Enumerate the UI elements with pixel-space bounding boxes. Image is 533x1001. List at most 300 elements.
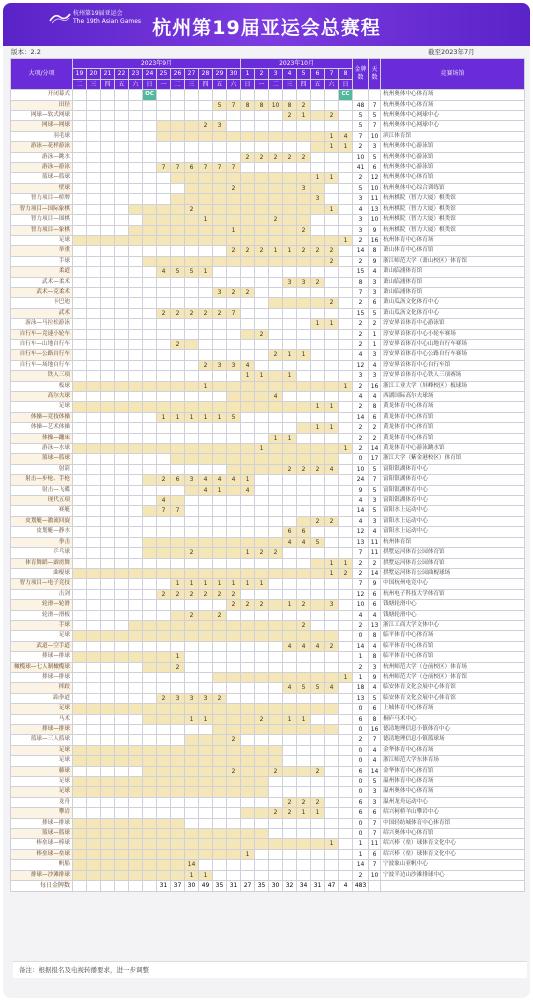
schedule-cell	[157, 849, 171, 859]
schedule-cell	[73, 683, 87, 693]
day-count: 16	[369, 381, 381, 391]
schedule-cell: 2	[339, 568, 353, 578]
schedule-cell	[269, 662, 283, 672]
schedule-cell	[157, 350, 171, 360]
table-row	[11, 246, 525, 256]
schedule-cell	[213, 235, 227, 245]
schedule-cell	[115, 131, 129, 141]
schedule-cell	[227, 641, 241, 651]
schedule-cell	[101, 662, 115, 672]
schedule-cell	[227, 267, 241, 277]
schedule-cell	[101, 235, 115, 245]
day-count: 3	[369, 371, 381, 381]
venue-name: 上城体育中心体育场	[381, 704, 525, 714]
schedule-cell	[311, 329, 325, 339]
schedule-cell: 3	[311, 194, 325, 204]
schedule-cell	[213, 433, 227, 443]
weekday-header: 四	[199, 79, 213, 89]
schedule-cell	[311, 756, 325, 766]
schedule-cell	[87, 111, 101, 121]
table-row	[11, 464, 525, 474]
schedule-cell	[129, 787, 143, 797]
schedule-cell	[143, 152, 157, 162]
table-row	[11, 662, 525, 672]
schedule-cell	[129, 818, 143, 828]
schedule-cell	[213, 381, 227, 391]
venue-name: 萧山临浦体育馆	[381, 267, 525, 277]
schedule-cell	[199, 672, 213, 682]
schedule-cell	[199, 100, 213, 110]
schedule-cell	[199, 444, 213, 454]
schedule-cell	[157, 173, 171, 183]
schedule-cell: 3	[171, 693, 185, 703]
schedule-cell	[213, 464, 227, 474]
schedule-cell	[311, 672, 325, 682]
day-count: 14	[369, 766, 381, 776]
schedule-cell	[129, 444, 143, 454]
schedule-cell	[87, 423, 101, 433]
schedule-cell	[241, 787, 255, 797]
schedule-cell	[199, 610, 213, 620]
schedule-cell	[87, 319, 101, 329]
schedule-cell	[115, 194, 129, 204]
schedule-cell	[269, 381, 283, 391]
schedule-cell	[171, 277, 185, 287]
schedule-cell	[129, 287, 143, 297]
schedule-cell	[87, 735, 101, 745]
schedule-cell	[213, 142, 227, 152]
table-row	[11, 829, 525, 839]
schedule-cell	[115, 423, 129, 433]
schedule-cell	[157, 183, 171, 193]
medal-count: 7	[353, 579, 369, 589]
schedule-cell	[101, 610, 115, 620]
event-name: 高尔夫球	[11, 392, 73, 402]
schedule-cell	[157, 745, 171, 755]
schedule-cell	[241, 725, 255, 735]
schedule-cell	[269, 829, 283, 839]
table-row	[11, 111, 525, 121]
event-name: 自行车—竞速小轮车	[11, 329, 73, 339]
venue-name: 杭州棋院（智力大厦）棋类馆	[381, 194, 525, 204]
event-name: 网球—软式网球	[11, 111, 73, 121]
schedule-cell	[339, 704, 353, 714]
schedule-cell	[297, 402, 311, 412]
schedule-cell	[115, 652, 129, 662]
schedule-cell	[227, 527, 241, 537]
schedule-cell	[87, 620, 101, 630]
schedule-cell	[339, 600, 353, 610]
schedule-cell	[199, 735, 213, 745]
event-name: 武术	[11, 308, 73, 318]
schedule-cell	[115, 537, 129, 547]
table-row	[11, 849, 525, 859]
schedule-cell	[115, 818, 129, 828]
schedule-cell	[255, 142, 269, 152]
schedule-cell	[143, 537, 157, 547]
schedule-cell	[185, 506, 199, 516]
schedule-cell	[73, 839, 87, 849]
medal-count: 0	[353, 745, 369, 755]
schedule-cell: 2	[325, 516, 339, 526]
schedule-cell	[115, 568, 129, 578]
schedule-cell	[129, 766, 143, 776]
schedule-cell	[73, 111, 87, 121]
schedule-cell	[87, 756, 101, 766]
schedule-cell	[297, 839, 311, 849]
schedule-cell	[241, 704, 255, 714]
schedule-cell	[87, 183, 101, 193]
venue-name: 杭州奥体中心游泳馆	[381, 142, 525, 152]
medal-count: 2	[353, 870, 369, 880]
schedule-cell	[171, 225, 185, 235]
schedule-cell	[297, 339, 311, 349]
schedule-cell	[255, 423, 269, 433]
schedule-cell	[129, 131, 143, 141]
schedule-cell	[157, 787, 171, 797]
venue-name: 温州奥体中心体育场	[381, 787, 525, 797]
schedule-cell	[171, 371, 185, 381]
schedule-cell	[171, 849, 185, 859]
schedule-cell	[227, 371, 241, 381]
table-row	[11, 725, 525, 735]
schedule-cell	[101, 672, 115, 682]
schedule-cell	[297, 662, 311, 672]
schedule-cell	[143, 225, 157, 235]
schedule-cell: 5	[213, 100, 227, 110]
event-name: 体育舞蹈—霹雳舞	[11, 558, 73, 568]
schedule-cell	[101, 100, 115, 110]
schedule-cell	[185, 298, 199, 308]
schedule-cell	[227, 631, 241, 641]
event-name: 皮划艇—激流回旋	[11, 516, 73, 526]
schedule-cell	[87, 797, 101, 807]
schedule-cell	[269, 308, 283, 318]
col-header-venue: 竞赛场馆	[381, 59, 525, 90]
schedule-cell	[339, 631, 353, 641]
schedule-cell	[73, 142, 87, 152]
schedule-cell	[199, 496, 213, 506]
schedule-cell	[339, 496, 353, 506]
schedule-cell: 7	[157, 163, 171, 173]
table-row	[11, 756, 525, 766]
schedule-cell	[311, 267, 325, 277]
schedule-cell	[171, 516, 185, 526]
schedule-cell	[73, 870, 87, 880]
event-name: 铁人三项	[11, 371, 73, 381]
schedule-cell	[87, 204, 101, 214]
table-row	[11, 485, 525, 495]
schedule-cell	[101, 860, 115, 870]
medal-count: 41	[353, 163, 369, 173]
schedule-cell	[269, 787, 283, 797]
schedule-cell	[171, 183, 185, 193]
schedule-cell	[283, 256, 297, 266]
table-row	[11, 579, 525, 589]
schedule-cell	[143, 745, 157, 755]
schedule-cell	[115, 506, 129, 516]
schedule-cell	[213, 672, 227, 682]
schedule-cell	[311, 235, 325, 245]
schedule-cell	[325, 797, 339, 807]
medal-count: 48	[353, 100, 369, 110]
venue-name: 黄龙体育中心体育馆	[381, 423, 525, 433]
schedule-cell	[73, 704, 87, 714]
schedule-cell	[213, 392, 227, 402]
schedule-cell	[185, 787, 199, 797]
schedule-cell	[311, 152, 325, 162]
schedule-cell	[87, 849, 101, 859]
day-count: 3	[369, 287, 381, 297]
schedule-cell: 1	[171, 652, 185, 662]
schedule-cell	[101, 714, 115, 724]
schedule-cell	[213, 298, 227, 308]
schedule-cell	[325, 693, 339, 703]
schedule-cell: 3	[213, 287, 227, 297]
schedule-cell	[297, 735, 311, 745]
schedule-cell	[213, 860, 227, 870]
schedule-cell: 1	[199, 579, 213, 589]
schedule-cell	[73, 485, 87, 495]
schedule-cell	[311, 829, 325, 839]
schedule-cell	[297, 704, 311, 714]
schedule-cell	[311, 849, 325, 859]
schedule-cell	[157, 485, 171, 495]
date-header: 30	[227, 69, 241, 79]
date-header: 4	[283, 69, 297, 79]
schedule-cell	[297, 392, 311, 402]
event-name: 自行车—公路自行车	[11, 350, 73, 360]
event-name: 柔道	[11, 267, 73, 277]
schedule-cell	[255, 839, 269, 849]
schedule-cell	[241, 329, 255, 339]
schedule-cell	[73, 818, 87, 828]
schedule-cell: 2	[157, 308, 171, 318]
schedule-cell	[213, 516, 227, 526]
schedule-cell	[143, 381, 157, 391]
venue-name: 杭州棋院（智力大厦）棋类馆	[381, 225, 525, 235]
schedule-cell	[213, 402, 227, 412]
schedule-cell	[213, 194, 227, 204]
schedule-cell	[157, 194, 171, 204]
schedule-cell	[157, 527, 171, 537]
schedule-cell	[87, 464, 101, 474]
schedule-cell	[213, 506, 227, 516]
schedule-cell	[157, 756, 171, 766]
schedule-cell	[185, 725, 199, 735]
schedule-cell: 7	[171, 506, 185, 516]
schedule-cell	[213, 444, 227, 454]
schedule-cell	[269, 693, 283, 703]
schedule-cell: 2	[213, 308, 227, 318]
schedule-cell	[311, 777, 325, 787]
table-row	[11, 870, 525, 880]
schedule-cell	[213, 319, 227, 329]
schedule-cell	[339, 360, 353, 370]
schedule-cell	[269, 267, 283, 277]
schedule-cell	[101, 829, 115, 839]
schedule-cell	[339, 412, 353, 422]
schedule-cell	[87, 600, 101, 610]
schedule-cell	[185, 620, 199, 630]
event-name: 卡巴迪	[11, 298, 73, 308]
schedule-cell	[213, 350, 227, 360]
schedule-cell	[101, 558, 115, 568]
schedule-cell	[227, 402, 241, 412]
schedule-cell	[269, 735, 283, 745]
schedule-cell	[339, 173, 353, 183]
schedule-cell	[213, 225, 227, 235]
event-name: 排球—排球	[11, 725, 73, 735]
medal-count: 14	[353, 506, 369, 516]
schedule-cell	[297, 745, 311, 755]
day-count: 4	[369, 360, 381, 370]
schedule-cell	[129, 672, 143, 682]
schedule-cell: 7	[157, 506, 171, 516]
venue-name: 杭州师范大学（仓前校区）体育场	[381, 662, 525, 672]
schedule-cell	[115, 267, 129, 277]
schedule-cell: 1	[185, 714, 199, 724]
medal-count: 18	[353, 683, 369, 693]
schedule-cell	[73, 600, 87, 610]
schedule-cell	[73, 537, 87, 547]
schedule-cell	[87, 152, 101, 162]
schedule-cell	[143, 433, 157, 443]
event-name: 板球	[11, 381, 73, 391]
schedule-cell	[311, 839, 325, 849]
schedule-cell	[227, 319, 241, 329]
schedule-cell: 1	[325, 204, 339, 214]
schedule-cell	[255, 90, 269, 100]
weekday-header: 三	[87, 79, 101, 89]
schedule-cell	[199, 548, 213, 558]
schedule-cell	[171, 444, 185, 454]
schedule-cell	[311, 350, 325, 360]
schedule-cell	[157, 548, 171, 558]
schedule-cell	[339, 392, 353, 402]
medal-count: 6	[353, 797, 369, 807]
schedule-cell	[171, 870, 185, 880]
schedule-cell	[283, 423, 297, 433]
schedule-cell: 4	[269, 392, 283, 402]
daily-gold-total: 31	[227, 881, 241, 891]
schedule-cell	[283, 620, 297, 630]
schedule-cell	[227, 444, 241, 454]
schedule-cell	[297, 568, 311, 578]
schedule-cell	[101, 350, 115, 360]
schedule-cell	[269, 516, 283, 526]
schedule-cell	[269, 90, 283, 100]
schedule-cell	[255, 589, 269, 599]
schedule-cell	[297, 423, 311, 433]
schedule-cell: 5	[311, 683, 325, 693]
schedule-cell	[143, 516, 157, 526]
schedule-cell	[297, 756, 311, 766]
schedule-cell	[73, 693, 87, 703]
table-row	[11, 298, 525, 308]
schedule-cell	[87, 444, 101, 454]
schedule-cell	[241, 163, 255, 173]
schedule-cell	[241, 402, 255, 412]
schedule-cell	[339, 464, 353, 474]
event-name: 网球—网球	[11, 121, 73, 131]
medal-count: 14	[353, 246, 369, 256]
daily-gold-total: 35	[213, 881, 227, 891]
schedule-cell	[115, 641, 129, 651]
medal-count: 2	[353, 298, 369, 308]
schedule-cell	[339, 610, 353, 620]
schedule-cell	[297, 319, 311, 329]
venue-name: 富阳银湖体育中心	[381, 485, 525, 495]
schedule-cell: 1	[283, 371, 297, 381]
schedule-cell	[227, 818, 241, 828]
venue-name: 钱塘轮滑中心	[381, 610, 525, 620]
schedule-cell	[227, 256, 241, 266]
schedule-cell	[199, 808, 213, 818]
schedule-cell	[255, 745, 269, 755]
schedule-cell	[325, 704, 339, 714]
schedule-cell	[129, 641, 143, 651]
schedule-cell: 7	[171, 163, 185, 173]
schedule-cell	[157, 100, 171, 110]
schedule-cell	[143, 360, 157, 370]
schedule-cell	[297, 506, 311, 516]
day-count: 10	[369, 183, 381, 193]
date-header: 1	[241, 69, 255, 79]
event-name: 智力项目—国际象棋	[11, 204, 73, 214]
event-name: 轮滑—轮滑	[11, 600, 73, 610]
schedule-cell	[311, 131, 325, 141]
medal-count: 10	[353, 464, 369, 474]
event-name: 帆船	[11, 860, 73, 870]
schedule-cell	[269, 485, 283, 495]
schedule-cell: 2	[325, 641, 339, 651]
grand-total: 483	[353, 881, 369, 891]
schedule-cell	[171, 725, 185, 735]
schedule-cell: 2	[297, 225, 311, 235]
schedule-cell: 6	[297, 527, 311, 537]
schedule-cell	[255, 683, 269, 693]
schedule-cell	[185, 808, 199, 818]
schedule-cell: 4	[311, 641, 325, 651]
schedule-cell	[87, 839, 101, 849]
venue-name: 临平体育中心体育场	[381, 631, 525, 641]
schedule-cell	[241, 610, 255, 620]
schedule-cell: 2	[199, 360, 213, 370]
schedule-cell: 1	[283, 714, 297, 724]
event-name: 拳击	[11, 537, 73, 547]
schedule-cell	[185, 225, 199, 235]
schedule-cell	[199, 298, 213, 308]
schedule-cell	[311, 454, 325, 464]
schedule-cell: 1	[241, 548, 255, 558]
schedule-cell	[325, 360, 339, 370]
schedule-cell	[269, 714, 283, 724]
schedule-cell	[171, 329, 185, 339]
schedule-cell	[297, 256, 311, 266]
day-count: 5	[369, 308, 381, 318]
venue-name: 淳安界首体育中心公路自行车赛场	[381, 350, 525, 360]
schedule-cell	[129, 620, 143, 630]
schedule-cell	[129, 308, 143, 318]
schedule-cell	[297, 90, 311, 100]
weekday-header: 日	[241, 79, 255, 89]
schedule-cell	[311, 360, 325, 370]
logo-text-cn: 杭州第19届亚运会	[73, 10, 123, 17]
schedule-cell	[241, 818, 255, 828]
schedule-cell	[129, 735, 143, 745]
day-count: 6	[369, 163, 381, 173]
